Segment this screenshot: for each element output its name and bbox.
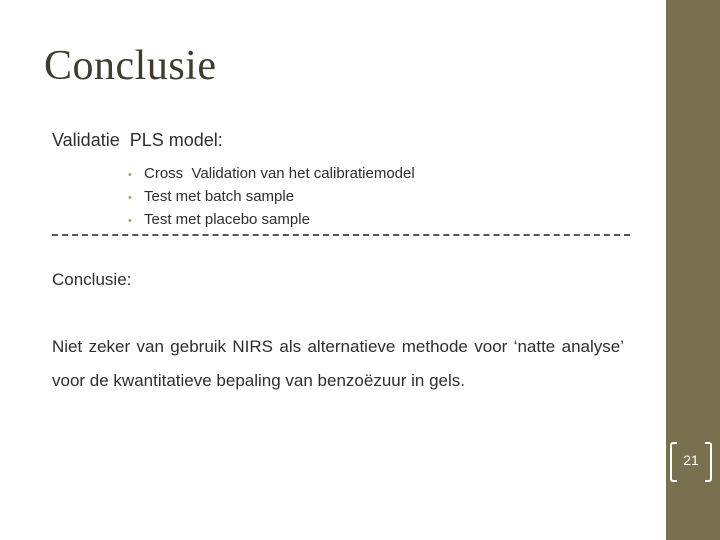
bullet-item (128, 162, 415, 185)
bullet-item (128, 185, 415, 208)
slide-title: Conclusie (44, 43, 217, 89)
dashed-divider (52, 234, 630, 238)
bullet-icon: • (128, 215, 132, 227)
bullet-text: Test met batch sample (144, 188, 295, 205)
bullet-icon: • (128, 169, 132, 181)
bullet-text: Test met placebo sample (144, 211, 310, 228)
bullet-icon: • (128, 192, 132, 204)
page-number-box (666, 438, 720, 488)
bullet-item (128, 208, 415, 231)
conclusion-text: Niet zeker van gebruik NIRS als alternatieve methode voor ‘natte analyse’ voor de kwantitatieve bepaling van benzoëzuur in gels. (52, 337, 624, 390)
section-heading: Validatie PLS model: (52, 130, 223, 150)
page-number: 21 (683, 452, 699, 468)
bullet-text: Cross Validation van het calibratiemodel (144, 165, 415, 182)
conclusion-label: Conclusie: (52, 270, 132, 289)
bullet-list (128, 162, 415, 231)
